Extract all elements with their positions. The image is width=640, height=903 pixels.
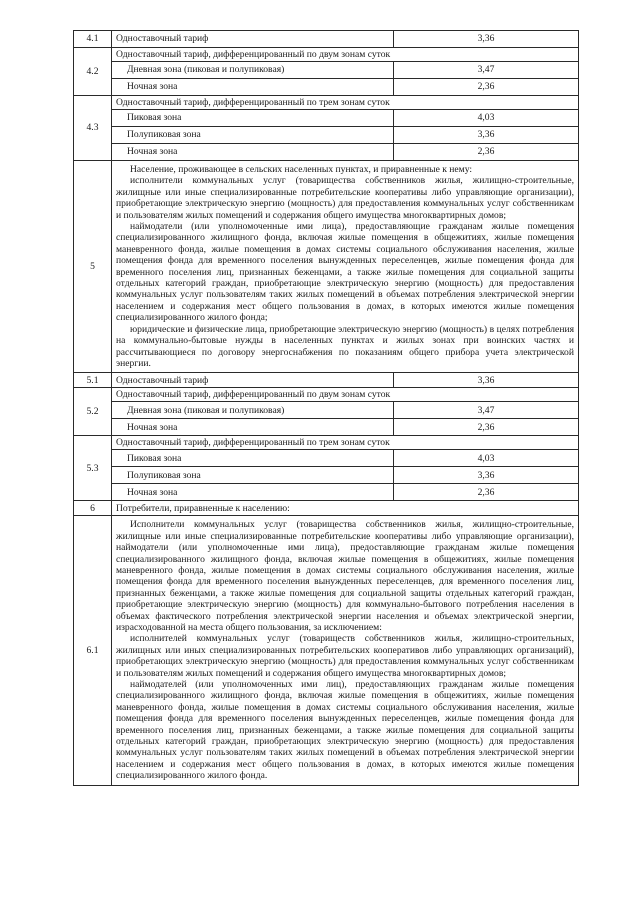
table-row (74, 110, 579, 127)
table-row (74, 79, 579, 96)
table-row (74, 516, 579, 785)
table-row (74, 161, 579, 373)
zone-label: Полупиковая зона (112, 467, 394, 484)
zone-label: Дневная зона (пиковая и полупиковая) (112, 62, 394, 79)
table-row (74, 127, 579, 144)
row-header: Одноставочный тариф, дифференцированный по трем зонам суток (112, 96, 579, 110)
table-row (74, 144, 579, 161)
tariff-table (73, 30, 579, 786)
zone-label: Ночная зона (112, 144, 394, 161)
row-number: 5.3 (74, 436, 112, 501)
zone-label: Ночная зона (112, 419, 394, 436)
row-label: Одноставочный тариф (112, 31, 394, 48)
tariff-value: 3,36 (394, 31, 579, 48)
tariff-value: 2,36 (394, 484, 579, 501)
paragraph: Население, проживающее в сельских населенных пунктах, и приравненные к нему: (130, 164, 473, 175)
row-number: 6.1 (74, 516, 112, 785)
tariff-value: 2,36 (394, 144, 579, 161)
row-header: Одноставочный тариф, дифференцированный по двум зонам суток (112, 388, 579, 402)
tariff-value: 4,03 (394, 110, 579, 127)
category-description (112, 161, 579, 373)
zone-label: Пиковая зона (112, 110, 394, 127)
table-row (74, 62, 579, 79)
row-number: 5 (74, 161, 112, 373)
table-row (74, 48, 579, 62)
zone-label: Пиковая зона (112, 450, 394, 467)
paragraph: юридические и физические лица, приобретающие электрическую энергию (мощность) в целях потребления на коммунально-бытовые нужды в населенных пунктах и жилых зонах при воинских частях и рассчитывающиеся по договору энергоснабжения по показаниям общего прибора учета электрической энергии. (116, 323, 574, 369)
paragraph: наймодатели (или уполномоченные ими лица), предоставляющие гражданам жилые помещения специализированного жилищного фонда, включая жилые помещения в общежитиях, жилые помещения маневренного фонда, жилые помещения в домах системы социального обслуживания населения, жилые помещения фонда для временного поселения вынужденных переселенцев, жилые помещения фонда для временного поселения лиц, признанных беженцами, а также жилые помещения для социальной защиты отдельных категорий граждан, приобретающие электрическую энергию (мощность) для предоставления коммунальных услуг пользователям таких жилых помещений в объемах потребления электрической энергии населением и содержания мест общего пользования в домах, в которых имеются жилые помещения специализированного жилого фонда; (116, 221, 574, 324)
table-row (74, 402, 579, 419)
row-number: 6 (74, 501, 112, 516)
tariff-value: 4,03 (394, 450, 579, 467)
zone-label: Дневная зона (пиковая и полупиковая) (112, 402, 394, 419)
table-row (74, 388, 579, 402)
table-row (74, 467, 579, 484)
row-number: 4.3 (74, 96, 112, 161)
table-row (74, 501, 579, 516)
tariff-value: 3,47 (394, 62, 579, 79)
tariff-value: 3,36 (394, 127, 579, 144)
table-row (74, 450, 579, 467)
zone-label: Полупиковая зона (112, 127, 394, 144)
tariff-value: 2,36 (394, 79, 579, 96)
table-row (74, 373, 579, 388)
row-number: 5.1 (74, 373, 112, 388)
category-description (112, 516, 579, 785)
table-row (74, 436, 579, 450)
row-label: Потребители, приравненные к населению: (112, 501, 579, 516)
table-row (74, 419, 579, 436)
zone-label: Ночная зона (112, 484, 394, 501)
row-header: Одноставочный тариф, дифференцированный по двум зонам суток (112, 48, 579, 62)
paragraph: наймодателей (или уполномоченных ими лиц), предоставляющих гражданам жилые помещения специализированного жилищного фонда, включая жилые помещения в общежитиях, жилые помещения маневренного фонда, жилые помещения в домах системы социального обслуживания населения, жилые помещения фонда для временного поселения вынужденных переселенцев, жилые помещения фонда для временного поселения лиц, признанных беженцами, а также жилые помещения для социальной защиты отдельных категорий граждан, приобретающих электрическую энергию (мощность) для предоставления коммунальных услуг пользователям таких жилых помещений в объемах потребления электрической энергии населением и содержания мест общего пользования в домах, в которых имеются жилые помещения специализированного жилого фонда. (116, 679, 574, 782)
table-row (74, 96, 579, 110)
table-row (74, 31, 579, 48)
tariff-value: 3,36 (394, 373, 579, 388)
table-row (74, 484, 579, 501)
tariff-value: 3,36 (394, 467, 579, 484)
tariff-value: 3,47 (394, 402, 579, 419)
row-number: 4.2 (74, 48, 112, 96)
row-header: Одноставочный тариф, дифференцированный по трем зонам суток (112, 436, 579, 450)
paragraph: исполнители коммунальных услуг (товарищества собственников жилья, жилищно-строительные, жилищные или иные специализированные потребительские кооперативы либо управляющие организации), приобретающие электрическую энергию (мощность) для предоставления коммунальных услуг собственникам и пользователям жилых помещений и содержания общего имущества многоквартирных домов; (116, 175, 574, 221)
tariff-value: 2,36 (394, 419, 579, 436)
paragraph: исполнителей коммунальных услуг (товариществ собственников жилья, жилищно-строительных, жилищных или иных специализированных потребительских кооперативов либо управляющих организаций), приобретающих электрическую энергию (мощность) для предоставления коммунальных услуг собственникам и пользователям жилых помещений и содержания общего имущества многоквартирных домов; (116, 633, 574, 679)
paragraph: Исполнители коммунальных услуг (товарищества собственников жилья, жилищно-строительные, жилищные или иные специализированные потребительские кооперативы либо управляющие организации), наймодатели (или уполномоченные ими лица), предоставляющие гражданам жилые помещения специализированного жилищного фонда, включая жилые помещения в общежитиях, жилые помещения маневренного фонда, жилые помещения в домах системы социального обслуживания населения, жилые помещения фонда для временного поселения вынужденных переселенцев, для временного поселения лиц, признанных беженцами, а также жилые помещения для социальной защиты отдельных категорий граждан, приобретающие электрическую энергию (мощность) для коммунально-бытового потребления населения в объемах фактического потребления электрической энергии населения и объемах электрической энергии, израсходованной на места общего пользования, за исключением: (116, 519, 574, 633)
row-number: 4.1 (74, 31, 112, 48)
zone-label: Ночная зона (112, 79, 394, 96)
row-label: Одноставочный тариф (112, 373, 394, 388)
row-number: 5.2 (74, 388, 112, 436)
